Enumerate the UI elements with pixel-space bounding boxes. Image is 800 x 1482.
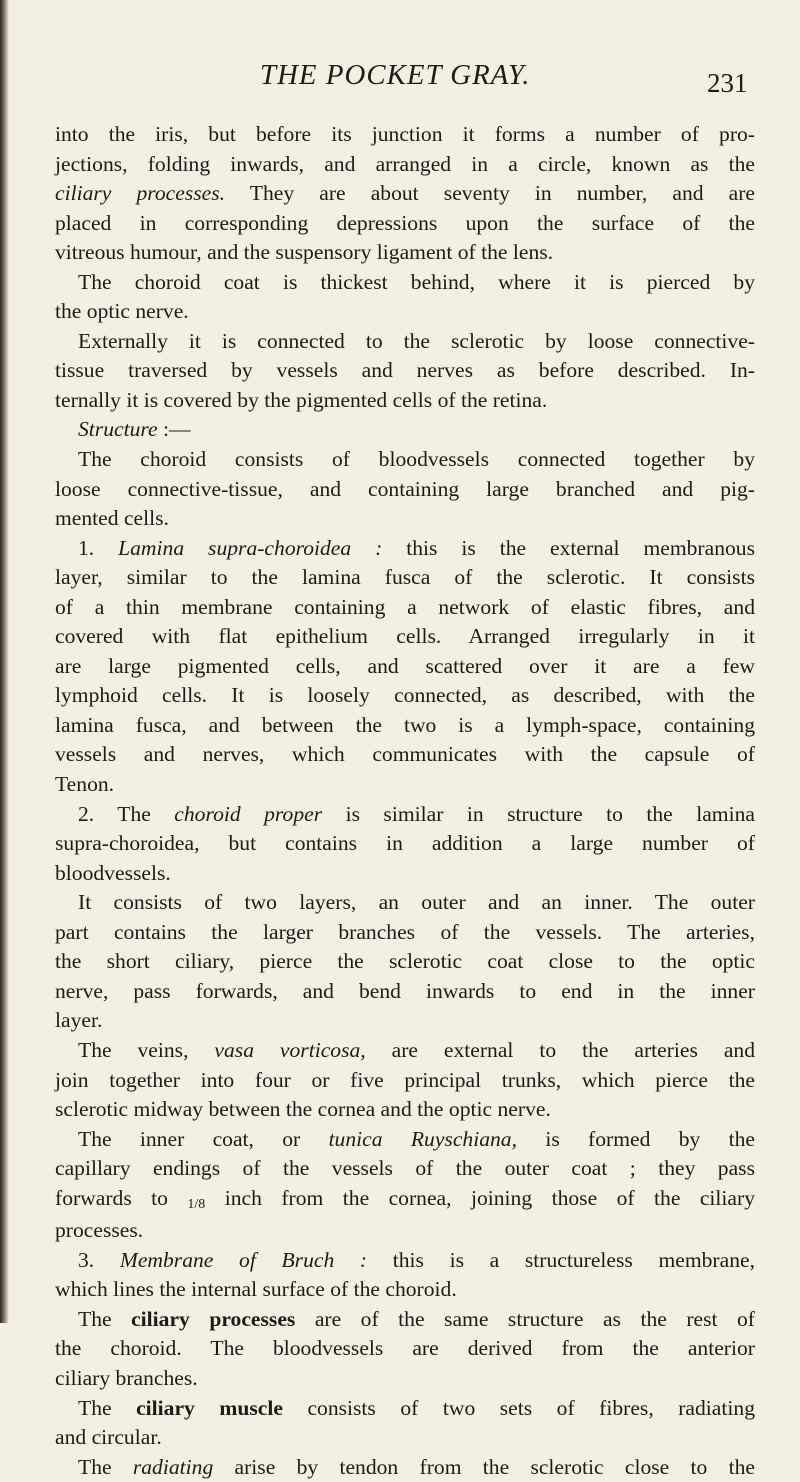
italic-term: Lamina supra-choroidea : (118, 535, 383, 560)
italic-term: vasa vorticosa, (214, 1037, 366, 1062)
text-line: jections, folding inwards, and arranged in a circle, known as the (55, 151, 755, 176)
text-line: layer. (55, 1008, 103, 1033)
text-line: loose connective-tissue, and containing large branched and pig- (55, 476, 755, 501)
text-line: tissue traversed by vessels and nerves as before described. In- (55, 358, 755, 383)
text-line: 3. Membrane of Bruch : this is a structureless membrane, (78, 1247, 755, 1272)
text-line: the optic nerve. (55, 299, 189, 324)
text-line: sclerotic midway between the cornea and the optic nerve. (55, 1097, 551, 1122)
italic-term: radiating (132, 1454, 214, 1479)
text-line: The choroid coat is thickest behind, where it is pierced by (78, 269, 755, 294)
text-line: lamina fusca, and between the two is a lymph-space, containing (55, 712, 755, 737)
text-line: Externally it is connected to the sclerotic by loose connective- (78, 328, 755, 353)
text-line: vitreous humour, and the suspensory ligament of the lens. (55, 240, 554, 265)
text-line: forwards to 1/8 inch from the cornea, joining those of the ciliary (55, 1185, 755, 1212)
text-line: part contains the larger branches of the vessels. The arteries, (55, 919, 755, 944)
text-line: 2. The choroid proper is similar in structure to the lamina (78, 801, 755, 826)
text-line: into the iris, but before its junction it forms a number of pro- (55, 122, 755, 146)
italic-term: ciliary processes. (55, 181, 226, 206)
text-line: Tenon. (55, 772, 115, 797)
bold-term: ciliary muscle (136, 1395, 283, 1420)
text-line: of a thin membrane containing a network of elastic fibres, and (55, 594, 755, 619)
text-line: Structure :— (78, 417, 191, 442)
text-line: The ciliary processes are of the same structure as the rest of (78, 1306, 755, 1331)
page-number: 231 (707, 68, 748, 98)
text-line: The choroid consists of bloodvessels connected together by (78, 447, 755, 472)
text-line: ciliary processes. They are about seventy in number, and are (55, 181, 756, 206)
text-line: capillary endings of the vessels of the outer coat ; they pass (55, 1156, 755, 1181)
text-line: and circular. (55, 1425, 162, 1450)
text-line: join together into four or five principal trunks, which pierce the (55, 1067, 755, 1092)
text-line: lymphoid cells. It is loosely connected, as described, with the (55, 683, 755, 708)
italic-term: Membrane of Bruch : (119, 1247, 368, 1272)
text-line: It consists of two layers, an outer and an inner. The outer (78, 890, 755, 915)
text-line: the choroid. The bloodvessels are derived from the anterior (55, 1336, 755, 1361)
bold-term: ciliary processes (131, 1306, 296, 1331)
text-line: ternally it is covered by the pigmented cells of the retina. (55, 387, 548, 412)
text-line: the short ciliary, pierce the sclerotic coat close to the optic (55, 949, 755, 974)
text-line: layer, similar to the lamina fusca of the sclerotic. It consists (55, 565, 755, 590)
text-line: The radiating arise by tendon from the sclerotic close to the (78, 1454, 755, 1479)
italic-term: tunica Ruyschiana, (328, 1126, 517, 1151)
text-line: supra-choroidea, but contains in addition a large number of (55, 831, 755, 856)
text-line: placed in corresponding depressions upon the surface of the (55, 210, 755, 235)
body-text (55, 120, 755, 1482)
text-line: ciliary branches. (55, 1365, 198, 1390)
text-line: mented cells. (55, 506, 169, 531)
text-line: nerve, pass forwards, and bend inwards to end in the inner (55, 978, 755, 1003)
text-line: processes. (55, 1218, 144, 1243)
text-line: The inner coat, or tunica Ruyschiana, is formed by the (78, 1126, 755, 1151)
italic-term: choroid proper (174, 801, 323, 826)
text-line: are large pigmented cells, and scattered over it are a few (55, 653, 755, 678)
text-line: which lines the internal surface of the choroid. (55, 1277, 457, 1302)
text-line: The ciliary muscle consists of two sets of fibres, radiating (78, 1395, 755, 1420)
text-line: bloodvessels. (55, 860, 171, 885)
text-line: covered with flat epithelium cells. Arranged irregularly in it (55, 624, 755, 649)
page-binding-shadow (0, 0, 9, 1323)
text-line: The veins, vasa vorticosa, are external to the arteries and (78, 1037, 756, 1062)
text-line: vessels and nerves, which communicates with the capsule of (55, 742, 755, 767)
text-line: 1. Lamina supra-choroidea : this is the external membranous (78, 535, 756, 560)
running-header-title: THE POCKET GRAY. (260, 60, 531, 91)
fraction-text: 1/8 (187, 1196, 206, 1212)
italic-term: Structure (78, 417, 158, 442)
